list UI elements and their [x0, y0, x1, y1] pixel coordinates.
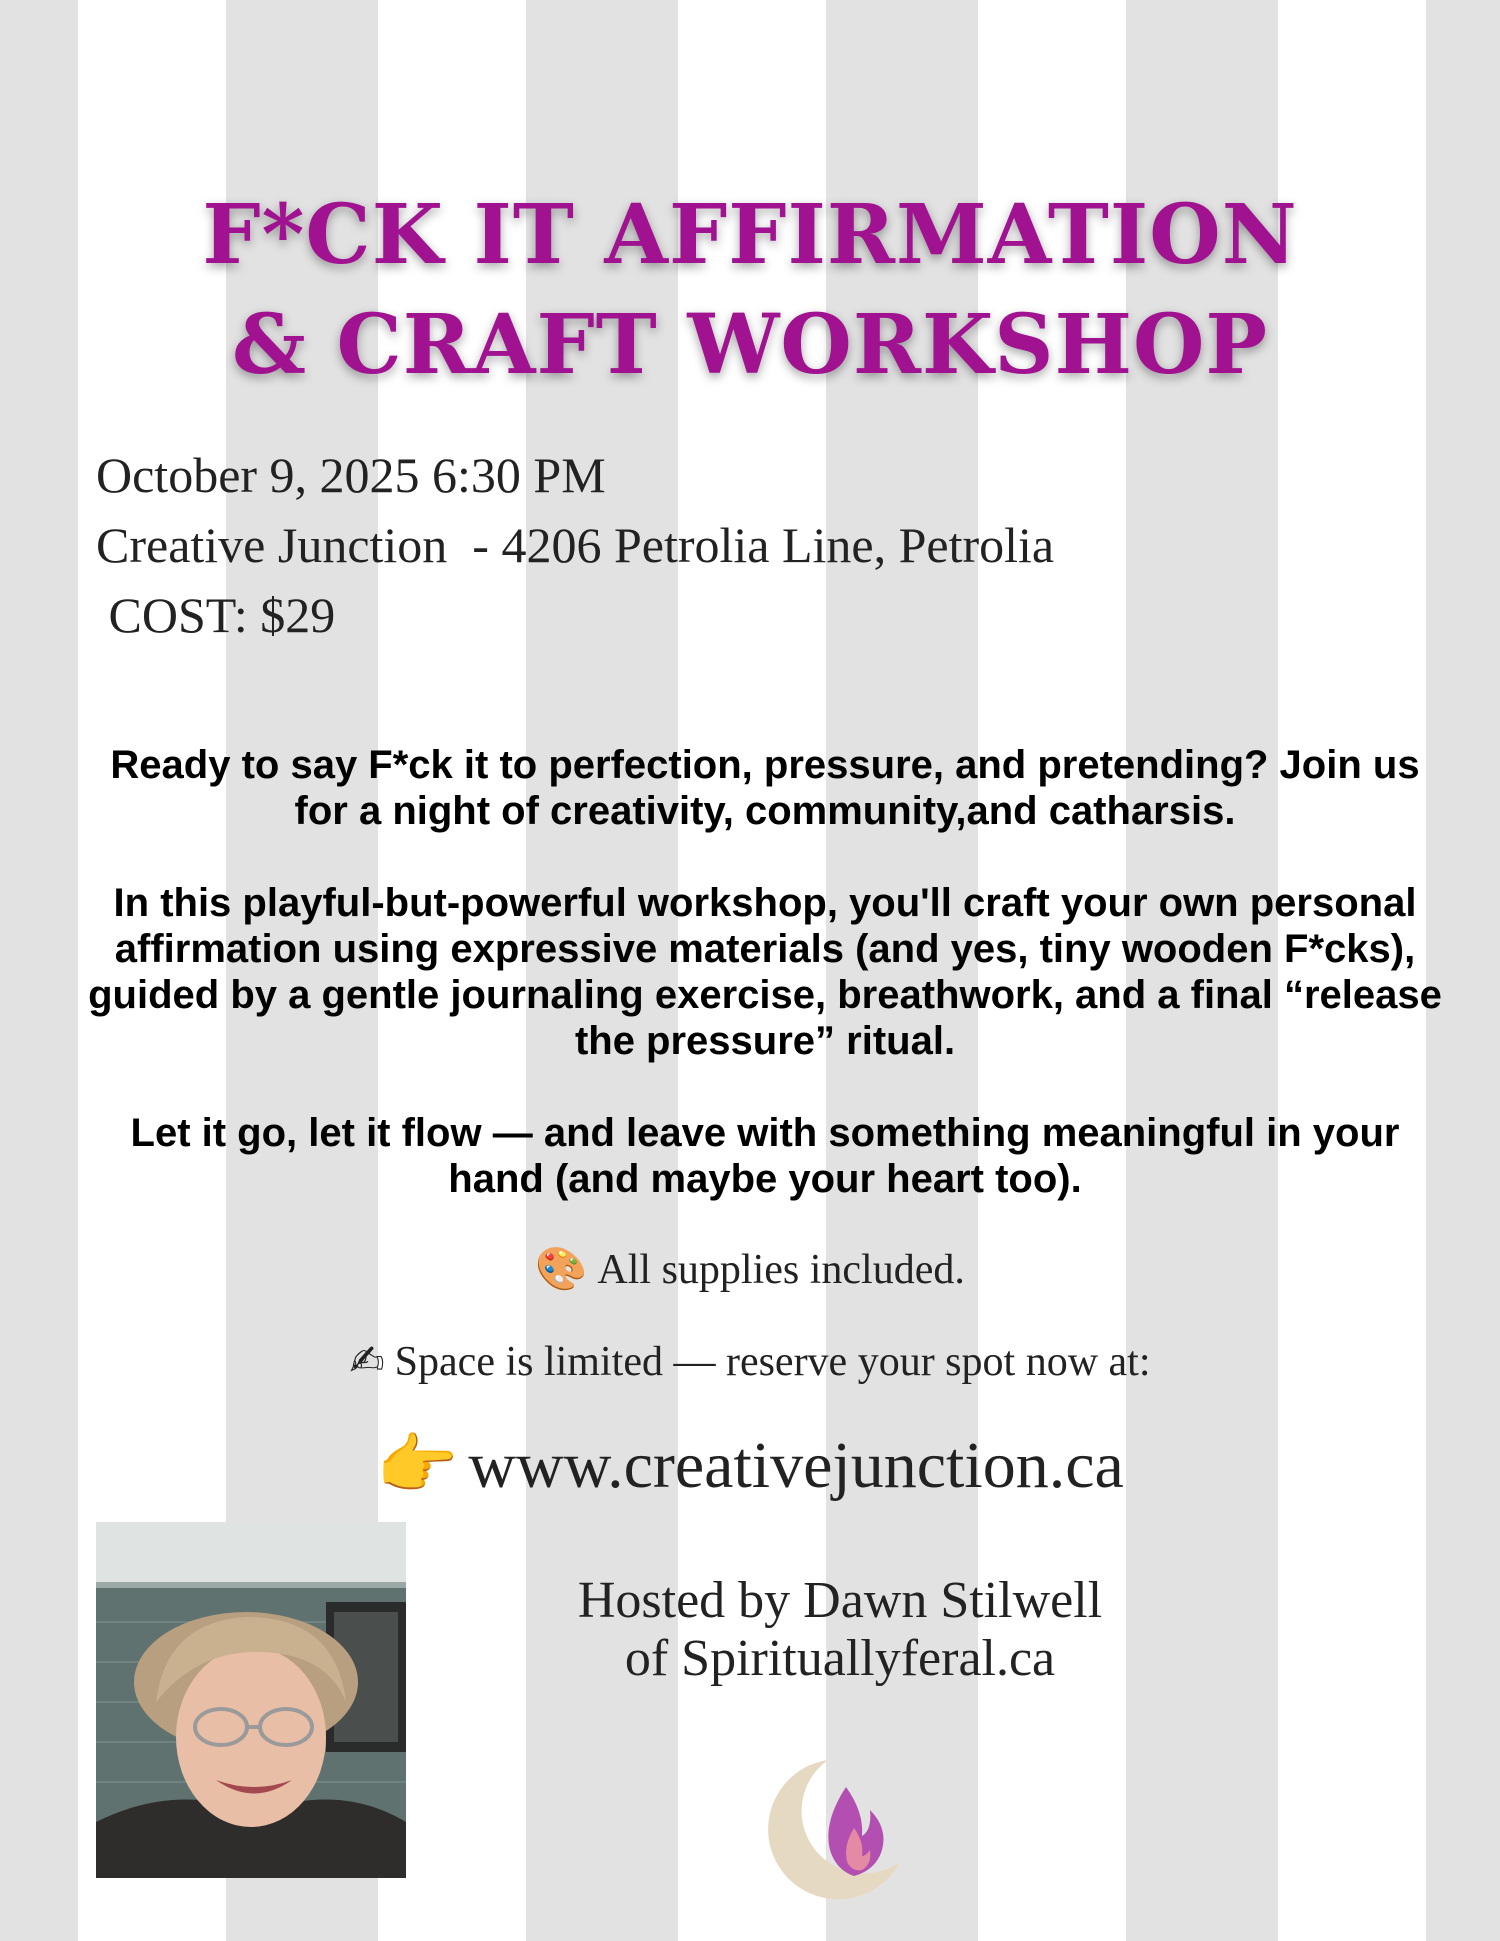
description-paragraph-3: Let it go, let it flow — and leave with something meaningful in your hand (and maybe your heart too). [130, 1111, 1400, 1201]
space-text: Space is limited — reserve your spot now at: [394, 1339, 1151, 1385]
host-credit [500, 1572, 1180, 1688]
host-line-2: of Spirituallyferal.ca [624, 1630, 1056, 1687]
description-paragraph-1: Ready to say F*ck it to perfection, pressure, and pretending? Join us for a night of creativity, community,and catharsis. [110, 743, 1420, 833]
description-paragraph-2: In this playful-but-powerful workshop, you'll craft your own personal affirmation using expressive materials (and yes, tiny wooden F*cks), guided by a gentle journaling exercise, breathwork, and a final “release the pressure” ritual. [88, 881, 1442, 1063]
event-location: Creative Junction - 4206 Petrolia Line, Petrolia [96, 517, 1055, 573]
pointing-hand-icon: 👉 [376, 1426, 459, 1503]
event-details [96, 440, 1054, 650]
url-link[interactable]: www.creativejunction.ca [468, 1429, 1124, 1502]
title-line-2: & CRAFT WORKSHOP [231, 297, 1269, 393]
title-line-1: F*CK IT AFFIRMATION [202, 187, 1298, 283]
palette-icon: 🎨 [535, 1244, 588, 1293]
event-date-time: October 9, 2025 6:30 PM [96, 447, 606, 503]
supplies-note [0, 1244, 1500, 1294]
moon-flame-logo [758, 1752, 908, 1902]
description [80, 742, 1450, 1248]
host-photo [96, 1522, 406, 1878]
writing-hand-icon: ✍ [349, 1336, 385, 1385]
supplies-text: All supplies included. [597, 1247, 965, 1293]
space-limited-note [0, 1336, 1500, 1386]
registration-url [0, 1426, 1500, 1504]
host-line-1: Hosted by Dawn Stilwell [577, 1572, 1103, 1629]
workshop-title [0, 180, 1500, 400]
event-cost: COST: $29 [96, 587, 336, 643]
